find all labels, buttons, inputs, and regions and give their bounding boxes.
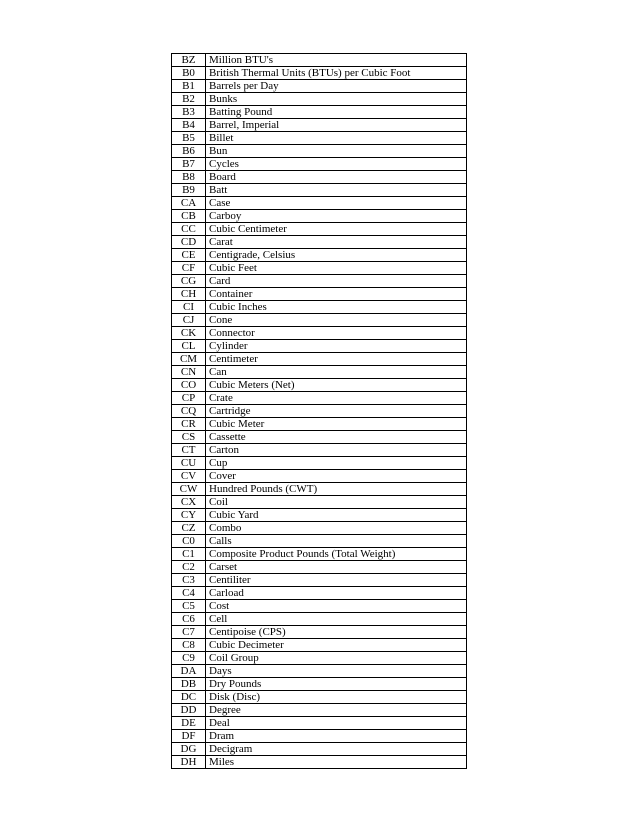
unit-code-cell: CP <box>172 392 206 405</box>
unit-code-cell: CO <box>172 379 206 392</box>
unit-code-cell: B1 <box>172 80 206 93</box>
unit-code-cell: C6 <box>172 613 206 626</box>
table-row <box>172 457 467 470</box>
unit-code-cell: DD <box>172 704 206 717</box>
unit-description-cell: Deal <box>206 717 467 730</box>
unit-description-cell: Disk (Disc) <box>206 691 467 704</box>
unit-code-cell: B4 <box>172 119 206 132</box>
table-row <box>172 470 467 483</box>
unit-description-cell: Carset <box>206 561 467 574</box>
table-row <box>172 340 467 353</box>
table-row <box>172 730 467 743</box>
table-row <box>172 405 467 418</box>
unit-code-cell: C8 <box>172 639 206 652</box>
unit-code-cell: C2 <box>172 561 206 574</box>
unit-code-cell: C4 <box>172 587 206 600</box>
unit-description-cell: Cone <box>206 314 467 327</box>
unit-code-cell: DA <box>172 665 206 678</box>
unit-description-cell: Connector <box>206 327 467 340</box>
table-row <box>172 197 467 210</box>
unit-description-cell: Composite Product Pounds (Total Weight) <box>206 548 467 561</box>
unit-description-cell: Batting Pound <box>206 106 467 119</box>
unit-code-cell: CS <box>172 431 206 444</box>
table-row <box>172 249 467 262</box>
unit-description-cell: Centigrade, Celsius <box>206 249 467 262</box>
table-row <box>172 509 467 522</box>
unit-code-cell: DE <box>172 717 206 730</box>
unit-description-cell: Carton <box>206 444 467 457</box>
table-row <box>172 145 467 158</box>
unit-description-cell: Coil <box>206 496 467 509</box>
unit-code-cell: B0 <box>172 67 206 80</box>
unit-description-cell: Container <box>206 288 467 301</box>
unit-description-cell: Carboy <box>206 210 467 223</box>
table-row <box>172 301 467 314</box>
table-row <box>172 587 467 600</box>
unit-description-cell: Cartridge <box>206 405 467 418</box>
table-row <box>172 314 467 327</box>
unit-description-cell: Dry Pounds <box>206 678 467 691</box>
unit-code-cell: C5 <box>172 600 206 613</box>
unit-description-cell: Bun <box>206 145 467 158</box>
unit-code-cell: B3 <box>172 106 206 119</box>
unit-code-cell: CL <box>172 340 206 353</box>
table-row <box>172 665 467 678</box>
table-row <box>172 548 467 561</box>
table-row <box>172 522 467 535</box>
unit-code-cell: CF <box>172 262 206 275</box>
unit-code-cell: CE <box>172 249 206 262</box>
table-row <box>172 639 467 652</box>
table-row <box>172 236 467 249</box>
unit-code-cell: DF <box>172 730 206 743</box>
unit-description-cell: Cover <box>206 470 467 483</box>
unit-code-cell: CC <box>172 223 206 236</box>
unit-code-cell: C7 <box>172 626 206 639</box>
table-row <box>172 171 467 184</box>
unit-code-cell: B5 <box>172 132 206 145</box>
unit-description-cell: Crate <box>206 392 467 405</box>
table-row <box>172 600 467 613</box>
table-row <box>172 93 467 106</box>
table-row <box>172 262 467 275</box>
table-row <box>172 80 467 93</box>
unit-description-cell: Billet <box>206 132 467 145</box>
unit-description-cell: Barrels per Day <box>206 80 467 93</box>
unit-description-cell: Bunks <box>206 93 467 106</box>
unit-code-cell: CY <box>172 509 206 522</box>
unit-code-cell: CA <box>172 197 206 210</box>
table-row <box>172 691 467 704</box>
table-row <box>172 496 467 509</box>
table-row <box>172 561 467 574</box>
unit-code-cell: CZ <box>172 522 206 535</box>
table-row <box>172 223 467 236</box>
unit-code-cell: C3 <box>172 574 206 587</box>
table-row <box>172 67 467 80</box>
unit-description-cell: Decigram <box>206 743 467 756</box>
unit-description-cell: Cycles <box>206 158 467 171</box>
unit-code-cell: CV <box>172 470 206 483</box>
table-row <box>172 535 467 548</box>
unit-description-cell: Combo <box>206 522 467 535</box>
table-row <box>172 678 467 691</box>
table-row <box>172 717 467 730</box>
unit-description-cell: Centipoise (CPS) <box>206 626 467 639</box>
unit-description-cell: Case <box>206 197 467 210</box>
unit-description-cell: Centiliter <box>206 574 467 587</box>
unit-description-cell: Cubic Yard <box>206 509 467 522</box>
unit-code-cell: CT <box>172 444 206 457</box>
unit-code-cell: CU <box>172 457 206 470</box>
table-row <box>172 158 467 171</box>
table-row <box>172 132 467 145</box>
unit-code-cell: DB <box>172 678 206 691</box>
unit-code-table <box>171 53 467 769</box>
unit-description-cell: Cubic Inches <box>206 301 467 314</box>
table-row <box>172 613 467 626</box>
unit-description-cell: Coil Group <box>206 652 467 665</box>
table-row <box>172 652 467 665</box>
unit-code-cell: CM <box>172 353 206 366</box>
unit-description-cell: Cubic Meter <box>206 418 467 431</box>
unit-description-cell: Centimeter <box>206 353 467 366</box>
unit-code-cell: B7 <box>172 158 206 171</box>
unit-code-cell: B6 <box>172 145 206 158</box>
unit-description-cell: Carat <box>206 236 467 249</box>
table-row <box>172 288 467 301</box>
unit-code-cell: CH <box>172 288 206 301</box>
unit-code-cell: B2 <box>172 93 206 106</box>
table-row <box>172 275 467 288</box>
table-row <box>172 743 467 756</box>
table-row <box>172 366 467 379</box>
unit-description-cell: Card <box>206 275 467 288</box>
unit-code-table-body <box>172 54 467 769</box>
table-row <box>172 704 467 717</box>
unit-description-cell: Calls <box>206 535 467 548</box>
unit-description-cell: Cubic Feet <box>206 262 467 275</box>
table-row <box>172 184 467 197</box>
unit-description-cell: Days <box>206 665 467 678</box>
unit-code-cell: B8 <box>172 171 206 184</box>
unit-code-cell: DG <box>172 743 206 756</box>
unit-code-cell: CQ <box>172 405 206 418</box>
table-row <box>172 756 467 769</box>
unit-description-cell: Cassette <box>206 431 467 444</box>
table-row <box>172 444 467 457</box>
unit-code-cell: CW <box>172 483 206 496</box>
unit-code-cell: BZ <box>172 54 206 67</box>
unit-description-cell: Miles <box>206 756 467 769</box>
unit-description-cell: Can <box>206 366 467 379</box>
unit-description-cell: Batt <box>206 184 467 197</box>
table-row <box>172 483 467 496</box>
unit-description-cell: Million BTU's <box>206 54 467 67</box>
unit-code-cell: CG <box>172 275 206 288</box>
table-row <box>172 574 467 587</box>
unit-code-cell: CD <box>172 236 206 249</box>
unit-description-cell: Cup <box>206 457 467 470</box>
unit-code-cell: DH <box>172 756 206 769</box>
table-row <box>172 418 467 431</box>
unit-code-cell: CN <box>172 366 206 379</box>
unit-description-cell: Cost <box>206 600 467 613</box>
unit-code-cell: DC <box>172 691 206 704</box>
table-row <box>172 626 467 639</box>
unit-code-cell: CI <box>172 301 206 314</box>
unit-description-cell: Degree <box>206 704 467 717</box>
unit-code-cell: CJ <box>172 314 206 327</box>
unit-description-cell: Carload <box>206 587 467 600</box>
unit-code-cell: C0 <box>172 535 206 548</box>
unit-code-cell: C1 <box>172 548 206 561</box>
unit-description-cell: Cubic Centimeter <box>206 223 467 236</box>
unit-description-cell: Cubic Meters (Net) <box>206 379 467 392</box>
unit-description-cell: Hundred Pounds (CWT) <box>206 483 467 496</box>
table-row <box>172 210 467 223</box>
table-row <box>172 119 467 132</box>
unit-code-cell: B9 <box>172 184 206 197</box>
unit-description-cell: Dram <box>206 730 467 743</box>
unit-description-cell: Barrel, Imperial <box>206 119 467 132</box>
table-row <box>172 353 467 366</box>
table-row <box>172 106 467 119</box>
unit-description-cell: Cubic Decimeter <box>206 639 467 652</box>
unit-code-cell: CR <box>172 418 206 431</box>
table-row <box>172 431 467 444</box>
unit-code-cell: CB <box>172 210 206 223</box>
unit-code-cell: CK <box>172 327 206 340</box>
table-row <box>172 379 467 392</box>
unit-code-cell: CX <box>172 496 206 509</box>
unit-code-cell: C9 <box>172 652 206 665</box>
unit-description-cell: Cylinder <box>206 340 467 353</box>
table-row <box>172 392 467 405</box>
unit-description-cell: Cell <box>206 613 467 626</box>
unit-description-cell: Board <box>206 171 467 184</box>
unit-description-cell: British Thermal Units (BTUs) per Cubic Foot <box>206 67 467 80</box>
table-row <box>172 327 467 340</box>
table-row <box>172 54 467 67</box>
